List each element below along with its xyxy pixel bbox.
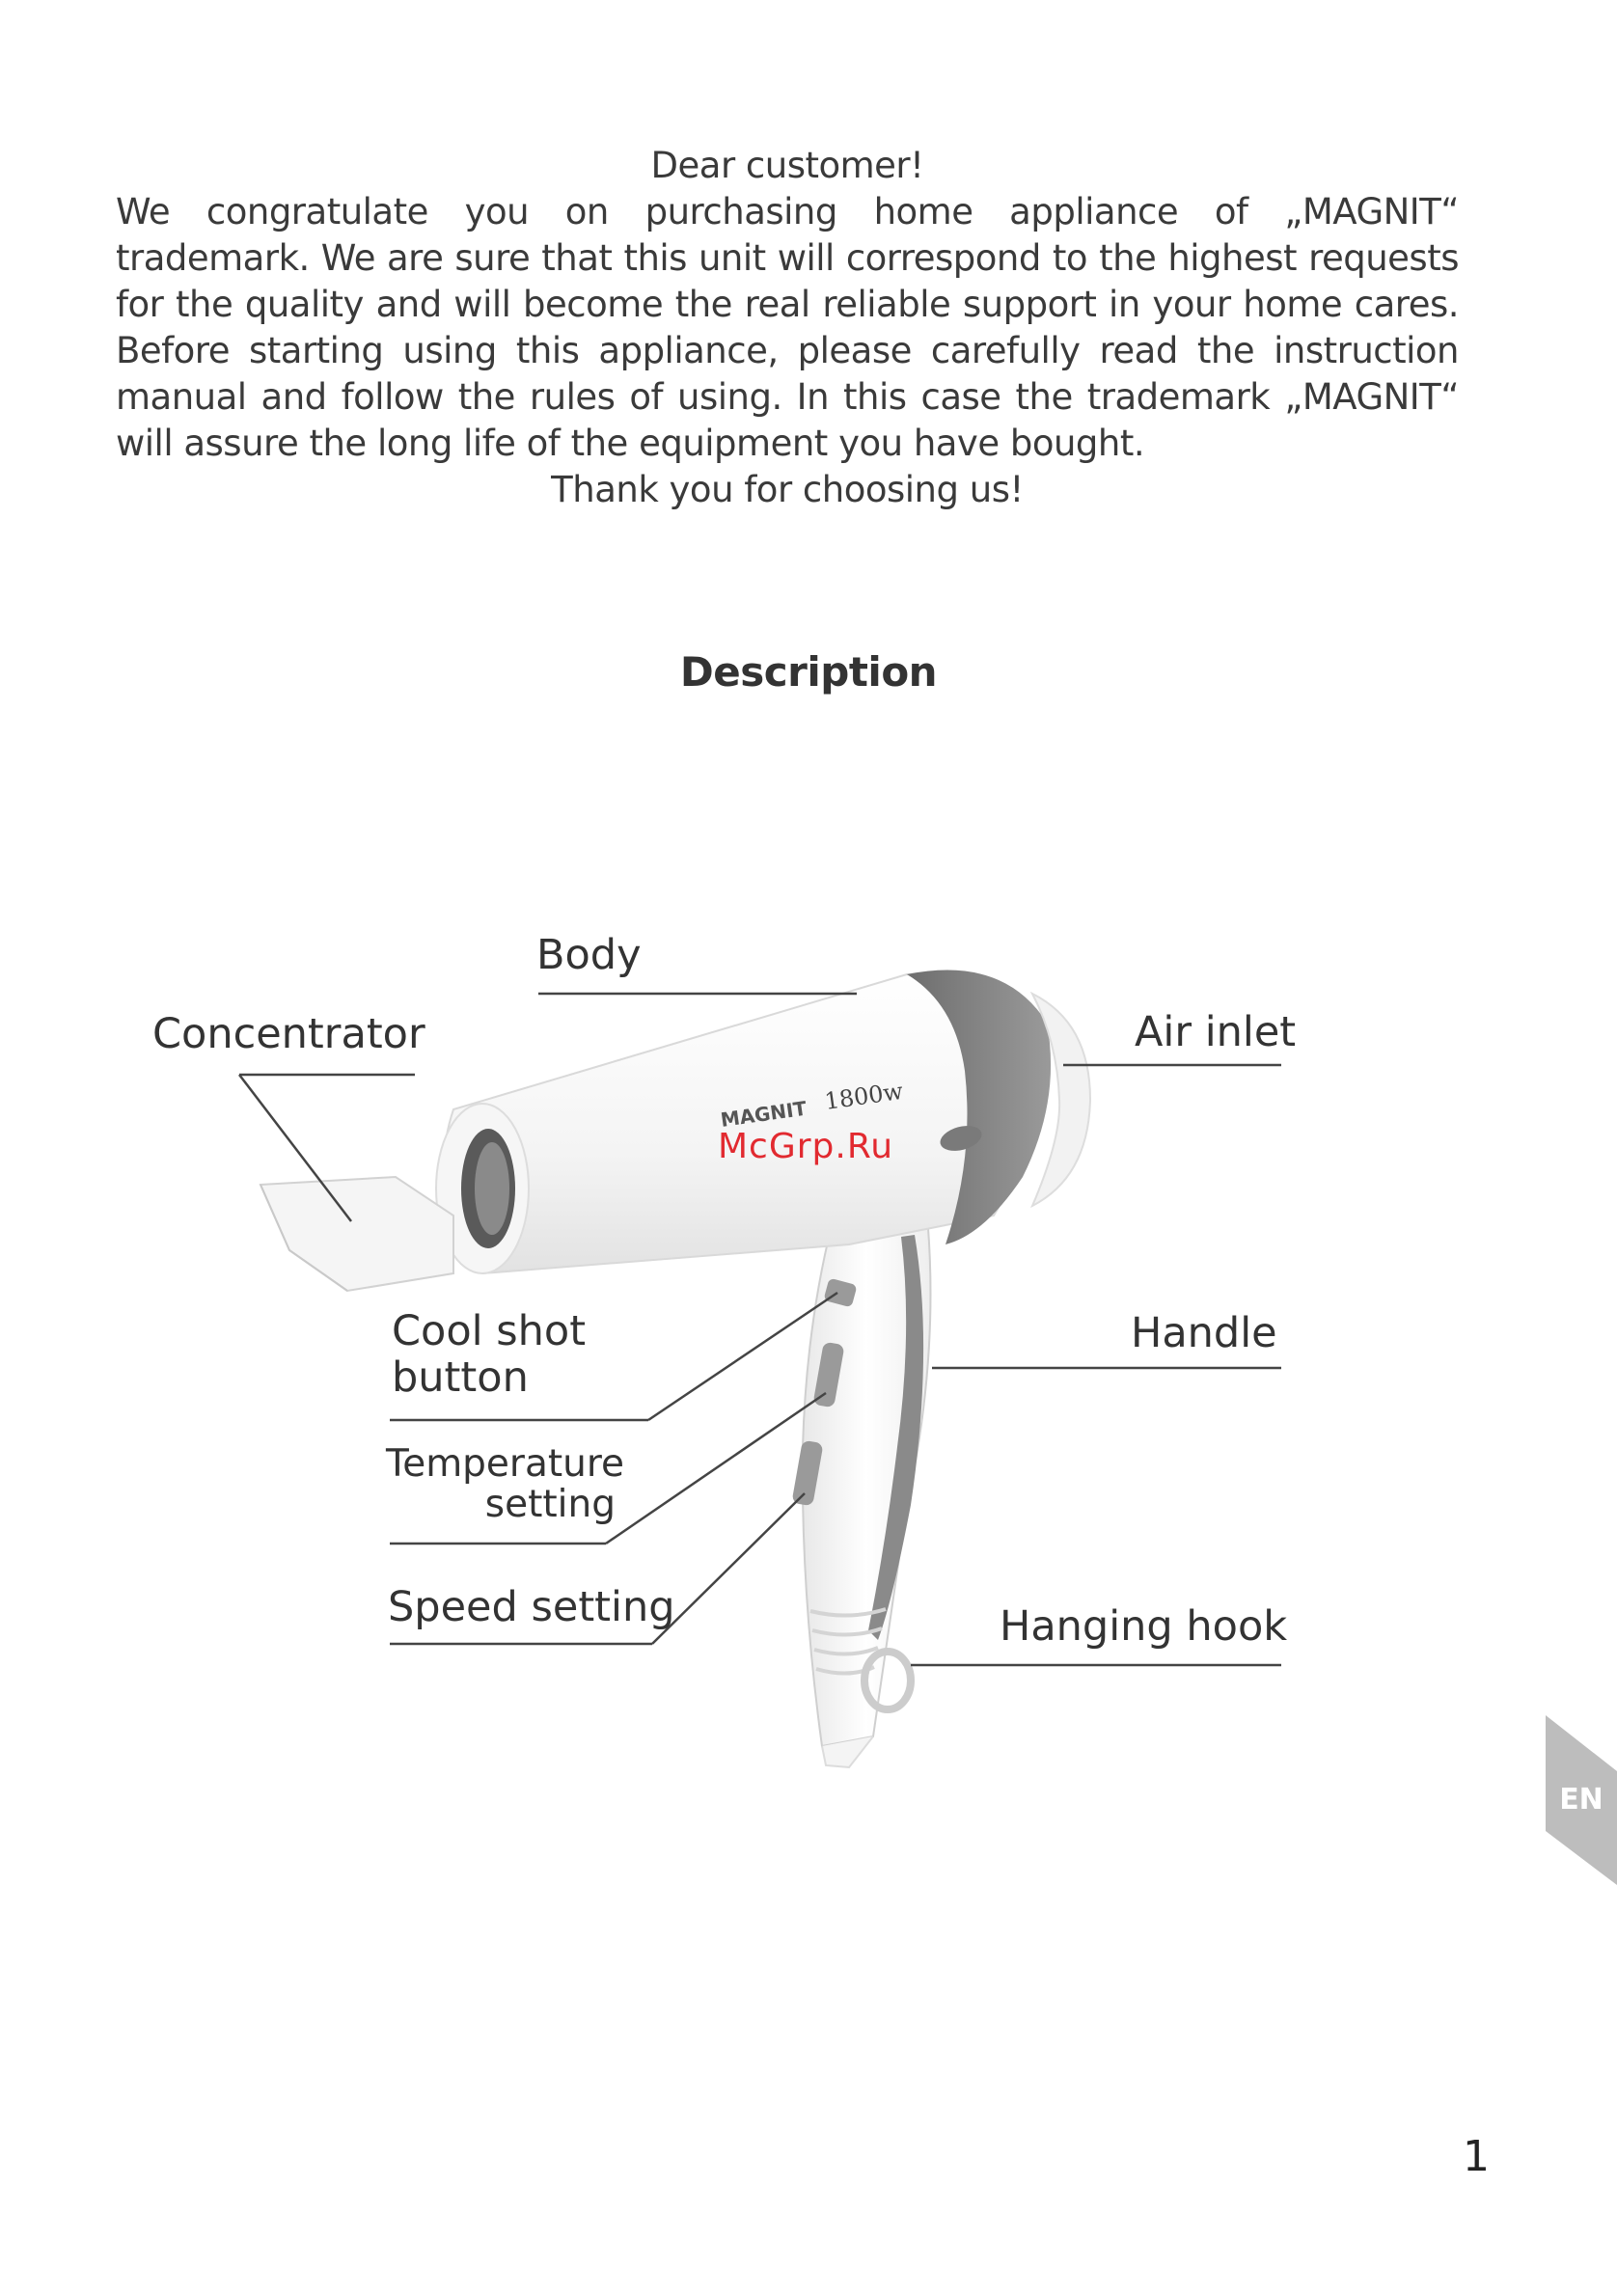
language-tab-label: EN — [1559, 1783, 1603, 1817]
greeting-body: We congratulate you on purchasing home appliance of „MAGNIT“ trademark. We are sure that this unit will correspond to the highest requests for the quality and will become the real reliable support in your home cares. Before starting using this appliance, please carefully read the instruction manual and follow the rules of using. In this case the trademark „MAGNIT“ will assure the long life of the equipment you have bought. — [116, 191, 1459, 464]
power-rating: 1800w — [822, 1077, 905, 1115]
page-number: 1 — [1463, 2132, 1490, 2181]
label-air-inlet: Air inlet — [1135, 1008, 1297, 1056]
label-cool-shot-line2: button — [392, 1353, 529, 1402]
watermark: McGrp.Ru — [718, 1127, 894, 1166]
language-tab — [1546, 1715, 1617, 1885]
dryer-concentrator — [260, 1177, 453, 1291]
label-body: Body — [536, 931, 642, 979]
label-cool-shot-line1: Cool shot — [392, 1307, 587, 1355]
section-title: Description — [679, 648, 938, 696]
closing: Thank you for choosing us! — [551, 469, 1024, 510]
brand-logo: MAGNIT — [719, 1096, 808, 1132]
label-temperature-line1: Temperature — [386, 1442, 625, 1486]
salutation: Dear customer! — [650, 145, 924, 186]
label-concentrator: Concentrator — [152, 1010, 425, 1058]
label-handle: Handle — [1131, 1309, 1277, 1357]
label-speed-setting: Speed setting — [388, 1583, 675, 1631]
label-temperature-line2: setting — [484, 1483, 616, 1526]
label-hanging-hook: Hanging hook — [1000, 1602, 1288, 1651]
